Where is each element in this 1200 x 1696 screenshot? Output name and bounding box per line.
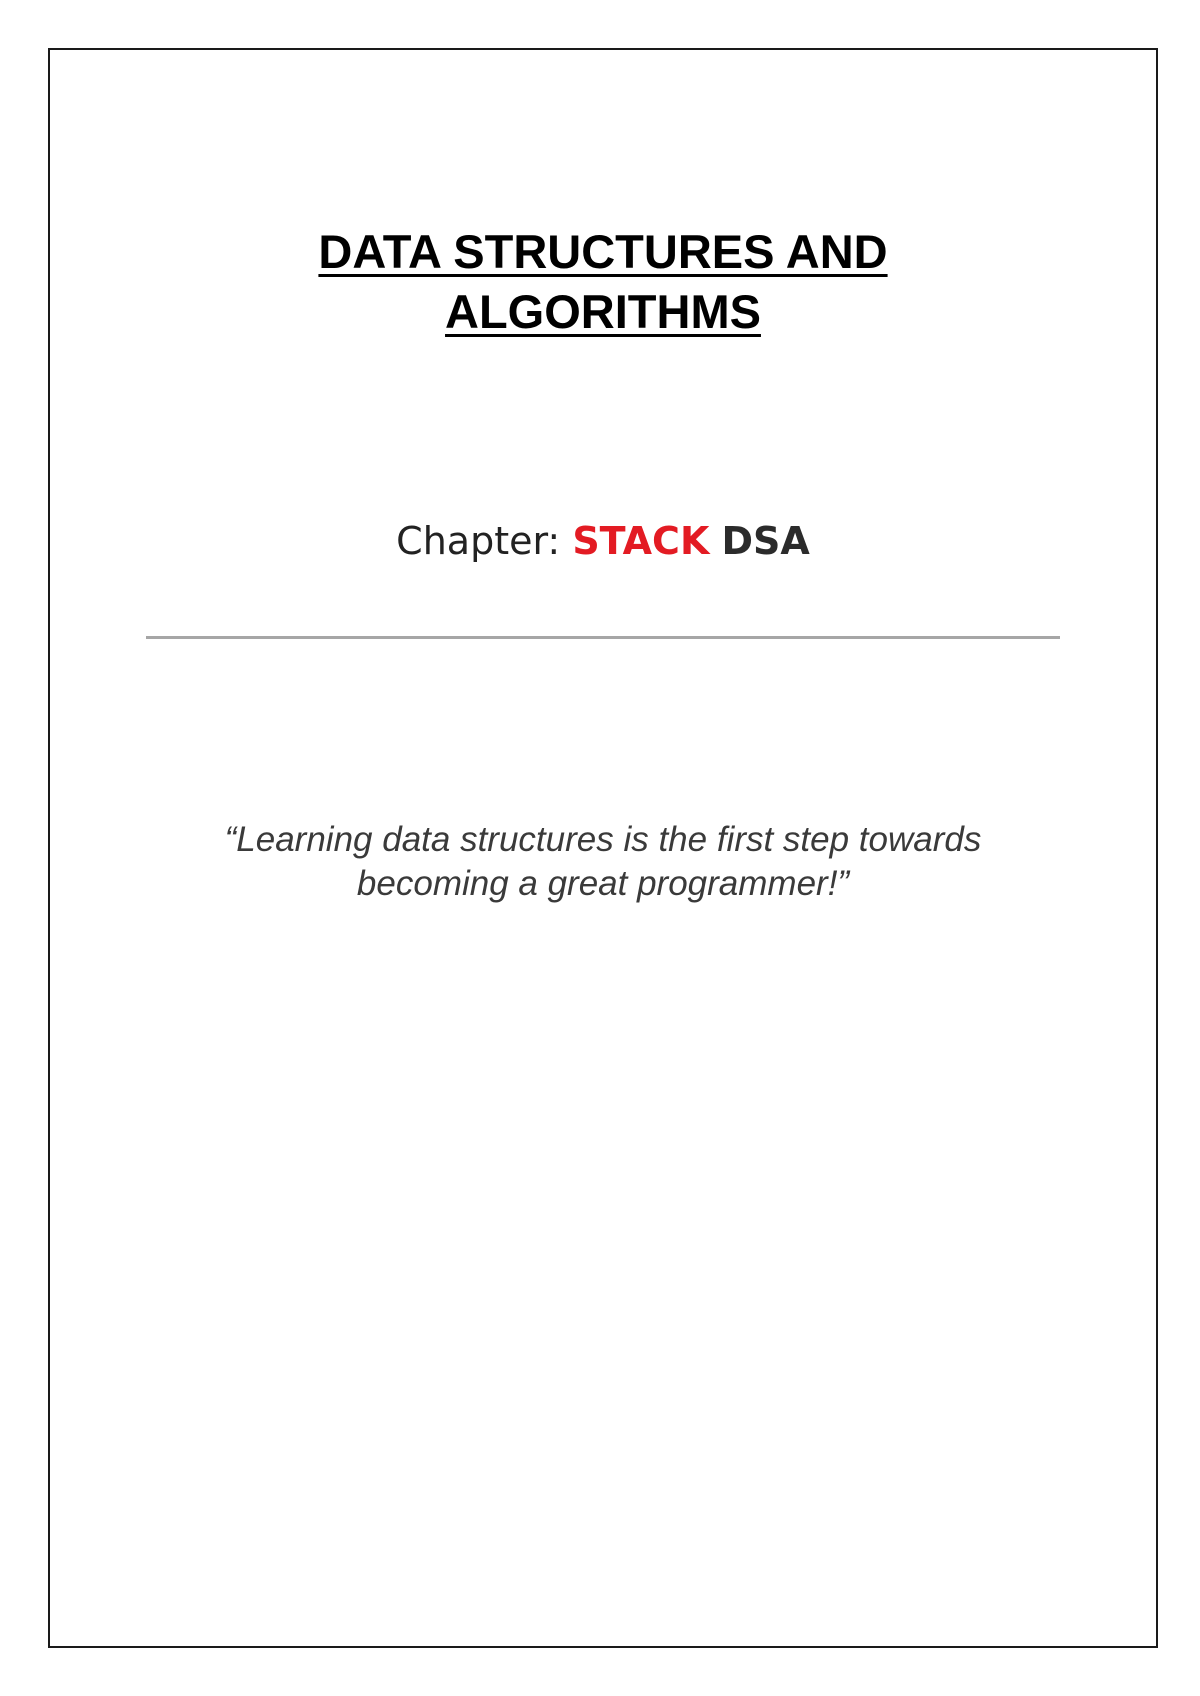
chapter-suffix: DSA [721, 519, 810, 563]
document-title [48, 222, 1158, 342]
chapter-topic: STACK [572, 519, 710, 563]
chapter-heading [48, 515, 1158, 567]
motivational-quote [48, 818, 1158, 906]
quote-line-2: becoming a great programmer!” [356, 864, 850, 903]
chapter-prefix: Chapter: [396, 519, 573, 563]
title-line-2: ALGORITHMS [445, 285, 761, 338]
divider-rule [146, 636, 1060, 639]
title-line-1: DATA STRUCTURES AND [318, 225, 888, 278]
quote-line-1: “Learning data structures is the first step towards [224, 820, 982, 859]
